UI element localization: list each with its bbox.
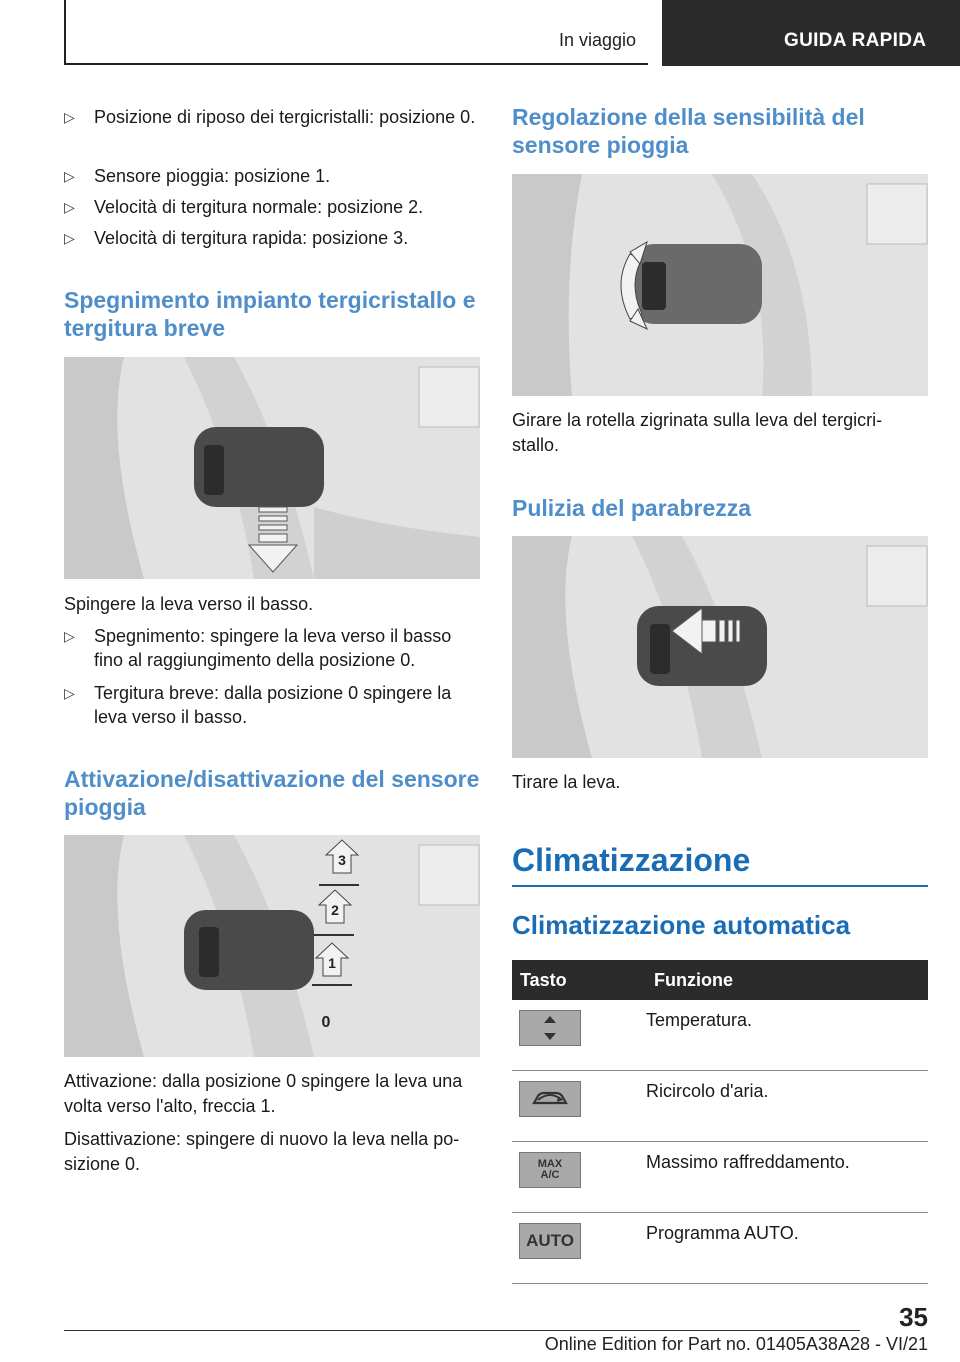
paragraph: Spingere la leva verso il basso. [64, 594, 314, 614]
position-label-1: 1 [328, 955, 336, 971]
heading-rule [512, 885, 928, 887]
table-row [512, 1213, 928, 1284]
paragraph: Attivazione: dalla posizione 0 spingere la leva una volta verso l'alto, freccia 1. [64, 1071, 463, 1116]
footer-edition: Online Edition for Part no. 01405A38A28 - VI/21 [544, 1334, 928, 1354]
section-title: In viaggio [558, 30, 636, 50]
sensitivity-wheel-illustration [512, 174, 928, 396]
heading-rain-sensor: Attivazione/disattivazione del sensore pioggia [64, 766, 480, 820]
rain-sensor-lever-illustration [64, 835, 480, 1057]
heading-windshield-cleaning: Pulizia del parabrezza [512, 495, 752, 521]
wiper-lever-down-illustration [64, 357, 480, 579]
bullet-triangle-icon: ▷ [64, 230, 75, 246]
table-header-row [512, 960, 928, 1000]
position-label-0: 0 [321, 1014, 331, 1031]
page-number: 35 [899, 1302, 928, 1332]
paragraph: Tirare la leva. [512, 772, 621, 792]
function-text: Massimo raffreddamento. [646, 1142, 928, 1213]
paragraph: Girare la rotella zigrinata sulla leva del tergicri‐stallo. [512, 410, 883, 455]
chapter-tab[interactable]: GUIDA RAPIDA [662, 0, 960, 66]
heading-sensitivity: Regolazione della sensibilità del sensore pioggia [512, 104, 865, 158]
list-item: ▷ Velocità di tergitura normale: posizione 2. [64, 197, 424, 217]
climate-keys-table [512, 960, 928, 1284]
paragraph: Disattivazione: spingere di nuovo la leva nella po‐sizione 0. [64, 1129, 460, 1174]
bullet-triangle-icon: ▷ [64, 685, 75, 701]
bullet-triangle-icon: ▷ [64, 168, 75, 184]
air-recirculation-icon [519, 1081, 581, 1117]
function-text: Ricircolo d'aria. [646, 1071, 928, 1142]
list-item: ▷ Spegnimento: spingere la leva verso il basso fino al raggiungimento della posizione 0. [64, 626, 452, 670]
max-ac-icon: MAX A/C [519, 1152, 581, 1188]
list-item: ▷ Sensore pioggia: posizione 1. [64, 166, 331, 186]
header-rule [64, 63, 648, 65]
list-item: ▷ Velocità di tergitura rapida: posizione 3. [64, 228, 409, 248]
footer-rule [64, 1330, 860, 1331]
position-label-3: 3 [338, 852, 346, 868]
position-label-2: 2 [331, 902, 339, 918]
heading-auto-climate: Climatizzazione automatica [512, 910, 851, 940]
table-row [512, 1000, 928, 1071]
column-header-function: Funzione [646, 960, 928, 1000]
lever-pull-illustration [512, 536, 928, 758]
table-row [512, 1071, 928, 1142]
bullet-triangle-icon: ▷ [64, 199, 75, 215]
function-text: Temperatura. [646, 1000, 928, 1071]
function-text: Programma AUTO. [646, 1213, 928, 1284]
temperature-arrows-icon [519, 1010, 581, 1046]
heading-climate: Climatizzazione [512, 842, 751, 878]
auto-program-icon: AUTO [519, 1223, 581, 1259]
bullet-triangle-icon: ▷ [64, 109, 75, 125]
list-item: ▷ Tergitura breve: dalla posizione 0 spingere la leva verso il basso. [64, 683, 452, 727]
header-rule-vertical [64, 0, 66, 64]
bullet-triangle-icon: ▷ [64, 628, 75, 644]
heading-wiper-off: Spegnimento impianto tergicristallo e tergitura breve [64, 287, 476, 341]
table-row [512, 1142, 928, 1213]
list-item: ▷ Posizione di riposo dei tergicristalli: posizione 0. [64, 107, 476, 127]
column-header-key: Tasto [512, 960, 646, 1000]
